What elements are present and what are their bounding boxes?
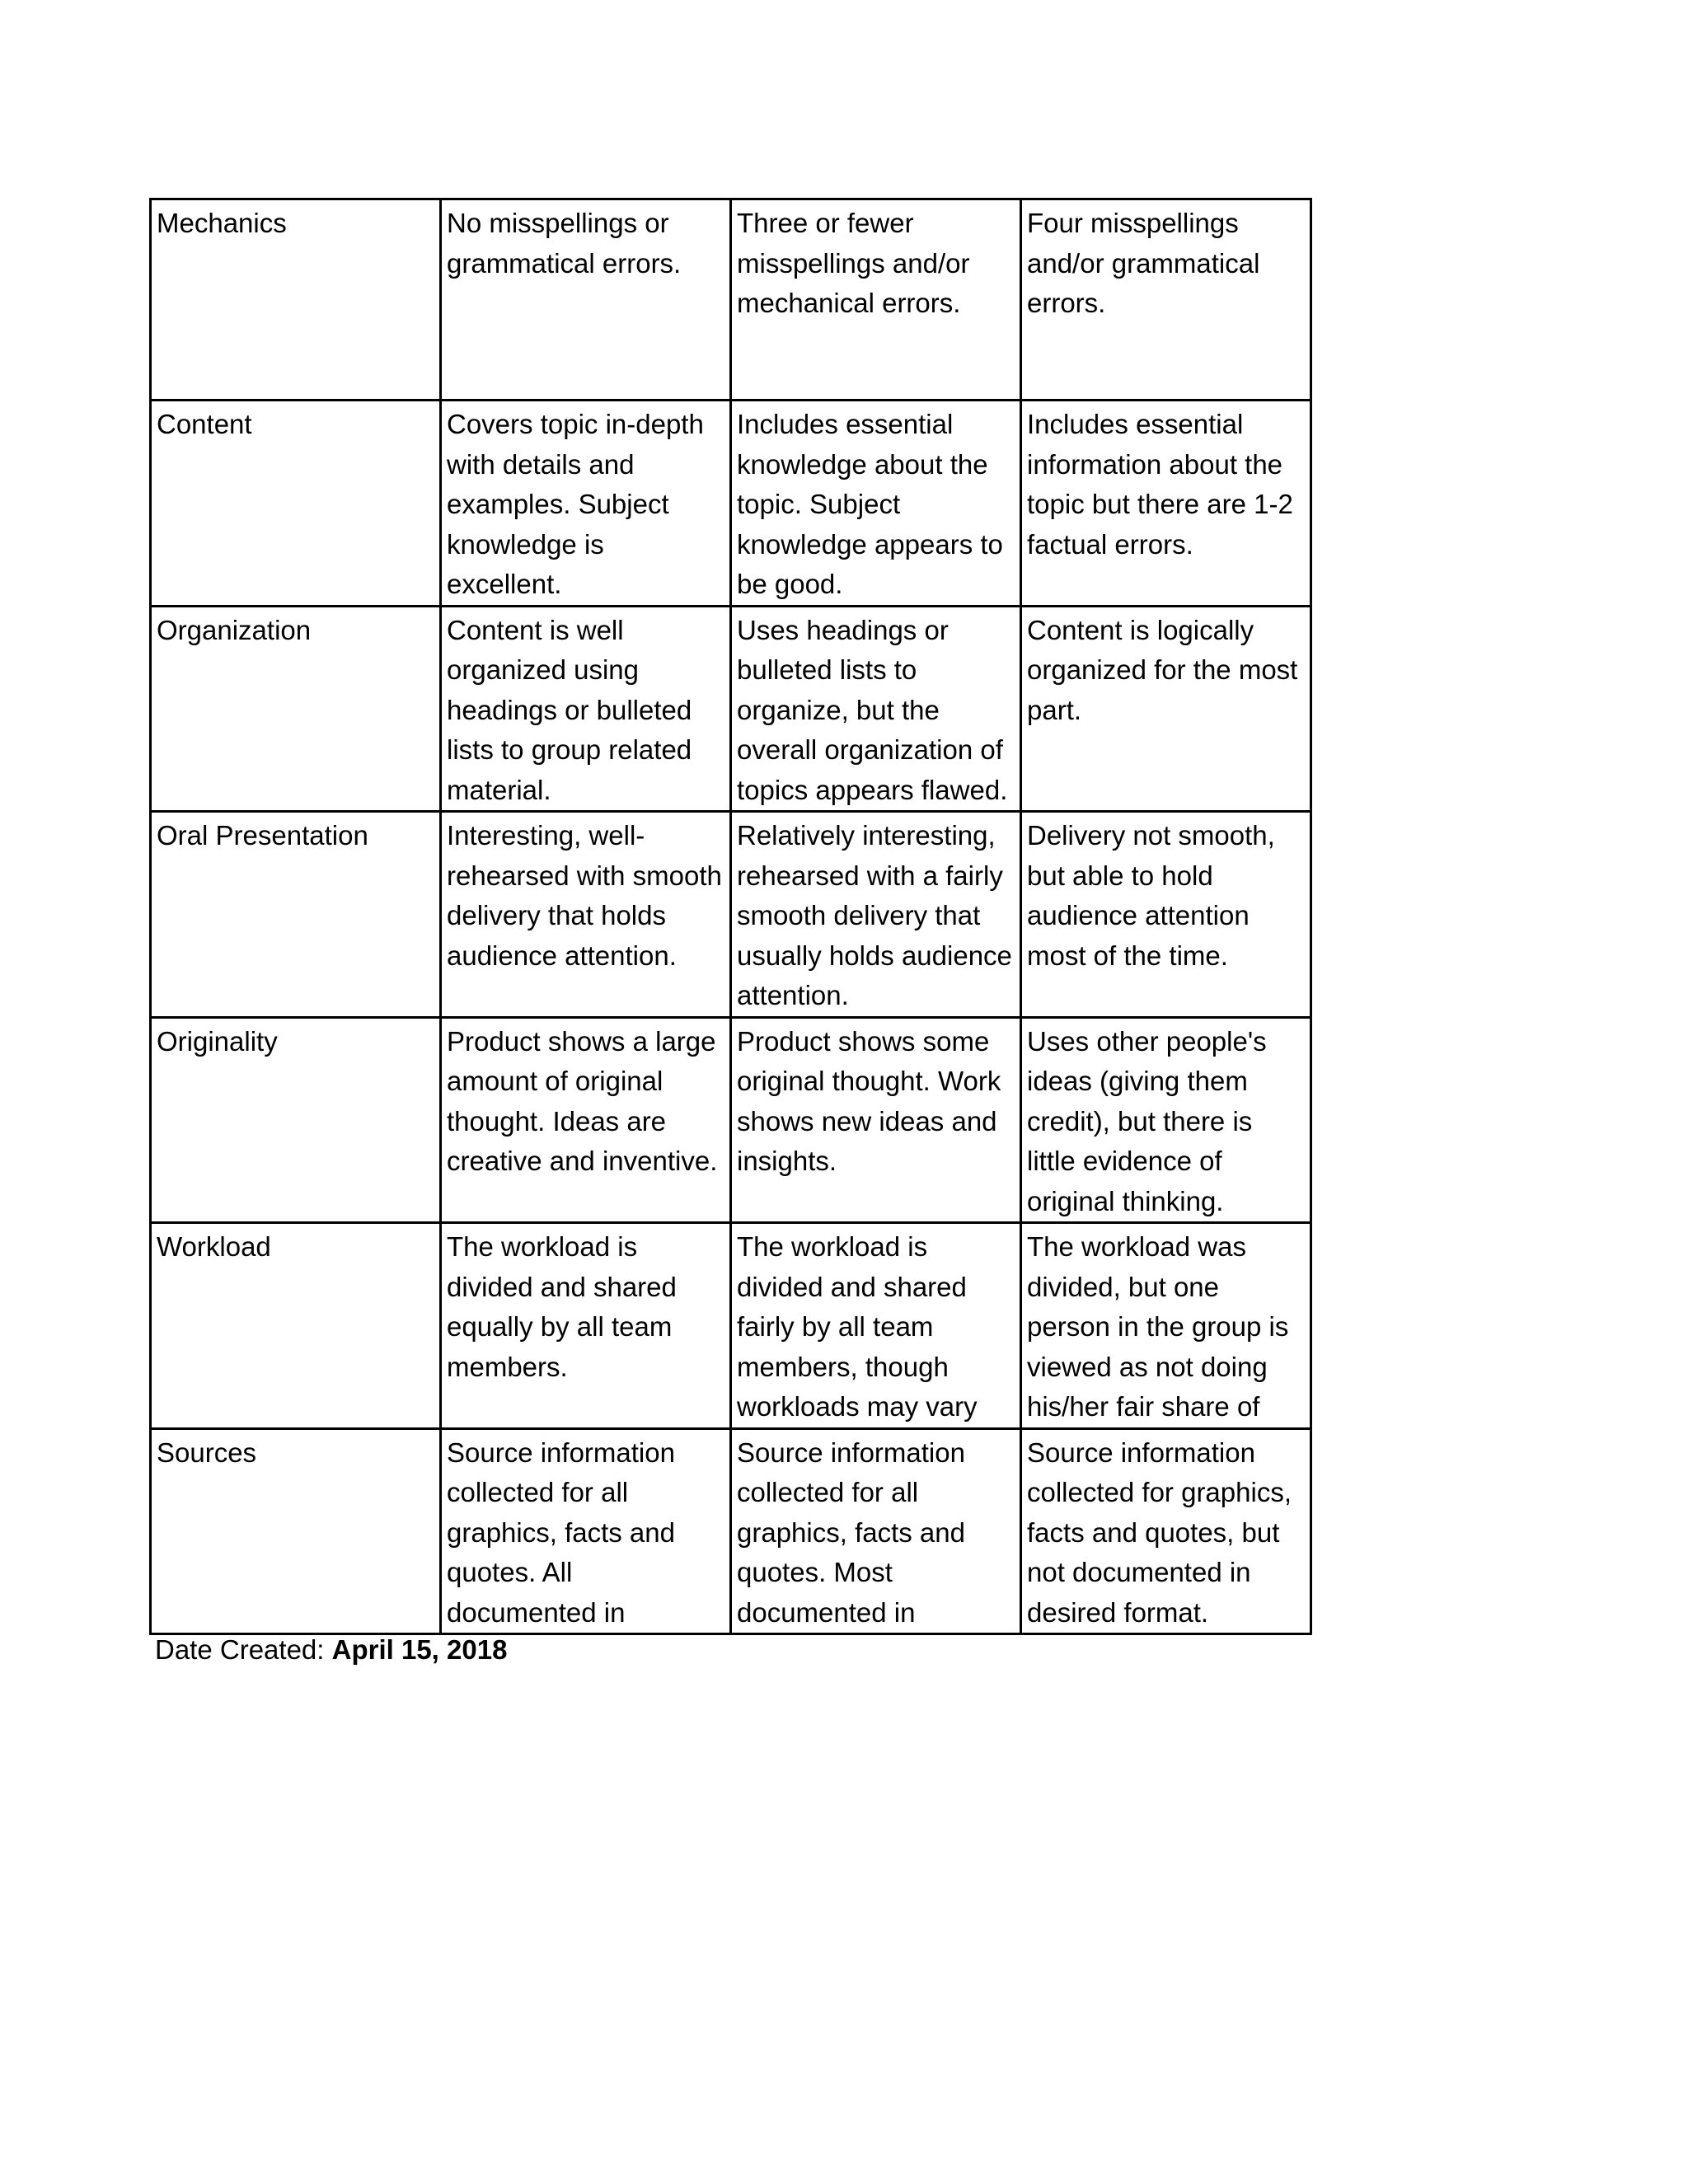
level-2-cell: Includes essential knowledge about the topic. Subject knowledge appears to be good. [731, 401, 1021, 607]
criterion-cell: Organization [151, 606, 441, 812]
rubric-row-workload [151, 1223, 1311, 1429]
rubric-row-content [151, 401, 1311, 607]
level-3-cell: The workload was divided, but one person in the group is viewed as not doing his/her fair share of [1021, 1223, 1311, 1429]
level-1-cell: Interesting, well-rehearsed with smooth delivery that holds audience attention. [441, 812, 731, 1018]
criterion-cell: Mechanics [151, 199, 441, 401]
level-3-cell: Delivery not smooth, but able to hold audience attention most of the time. [1021, 812, 1311, 1018]
rubric-table [149, 198, 1312, 1635]
criterion-cell: Content [151, 401, 441, 607]
level-1-cell: Content is well organized using headings or bulleted lists to group related material. [441, 606, 731, 812]
level-1-cell: No misspellings or grammatical errors. [441, 199, 731, 401]
level-1-cell: Product shows a large amount of original thought. Ideas are creative and inventive. [441, 1017, 731, 1223]
level-2-cell: Product shows some original thought. Work shows new ideas and insights. [731, 1017, 1021, 1223]
level-2-cell: The workload is divided and shared fairly by all team members, though workloads may vary [731, 1223, 1021, 1429]
rubric-row-oral-presentation [151, 812, 1311, 1018]
rubric-row-sources [151, 1428, 1311, 1634]
level-2-cell: Source information collected for all graphics, facts and quotes. Most documented in [731, 1428, 1021, 1634]
level-3-cell: Uses other people's ideas (giving them credit), but there is little evidence of original thinking. [1021, 1017, 1311, 1223]
level-3-cell: Includes essential information about the topic but there are 1-2 factual errors. [1021, 401, 1311, 607]
level-3-cell: Content is logically organized for the most part. [1021, 606, 1311, 812]
criterion-cell: Originality [151, 1017, 441, 1223]
level-2-cell: Relatively interesting, rehearsed with a fairly smooth delivery that usually holds audience attention. [731, 812, 1021, 1018]
level-1-cell: The workload is divided and shared equally by all team members. [441, 1223, 731, 1429]
rubric-row-organization [151, 606, 1311, 812]
rubric-row-mechanics [151, 199, 1311, 401]
criterion-cell: Workload [151, 1223, 441, 1429]
date-created [155, 1630, 507, 1670]
date-created-label: Date Created: [155, 1634, 332, 1665]
level-1-cell: Source information collected for all graphics, facts and quotes. All documented in [441, 1428, 731, 1634]
date-created-value: April 15, 2018 [331, 1634, 508, 1665]
level-3-cell: Source information collected for graphics, facts and quotes, but not documented in desired format. [1021, 1428, 1311, 1634]
level-3-cell: Four misspellings and/or grammatical errors. [1021, 199, 1311, 401]
criterion-cell: Sources [151, 1428, 441, 1634]
rubric-row-originality [151, 1017, 1311, 1223]
criterion-cell: Oral Presentation [151, 812, 441, 1018]
level-1-cell: Covers topic in-depth with details and examples. Subject knowledge is excellent. [441, 401, 731, 607]
level-2-cell: Three or fewer misspellings and/or mechanical errors. [731, 199, 1021, 401]
level-2-cell: Uses headings or bulleted lists to organize, but the overall organization of topics appears flawed. [731, 606, 1021, 812]
